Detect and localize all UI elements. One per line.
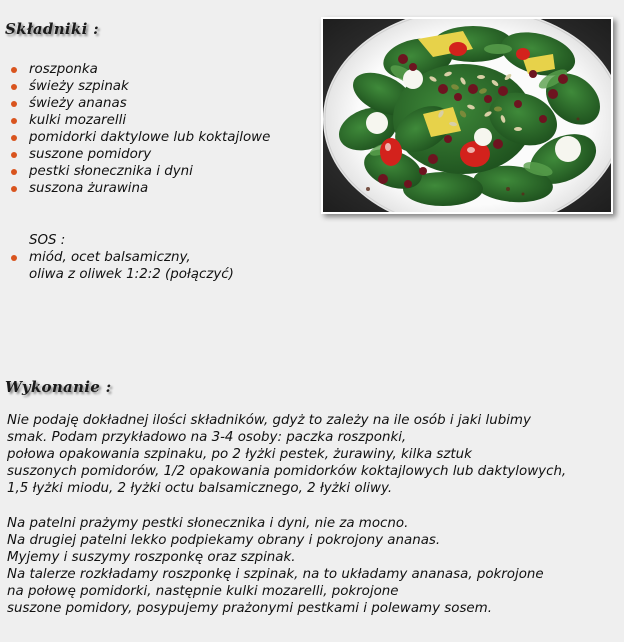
text-line: 1,5 łyżki miodu, 2 łyżki octu balsamicznego, 2 łyżki oliwy. [7,481,393,496]
text-line: Myjemy i suszymy roszponkę oraz szpinak. [7,550,296,565]
salad-photo [321,17,613,214]
list-item: pomidorki daktylowe lub koktajlowe [10,129,270,146]
salad-image [323,19,611,212]
sauce-line: miód, ocet balsamiczny, [29,250,191,265]
sauce-line: oliwa z oliwek 1:2:2 (połączyć) [29,267,234,282]
sauce-item [10,249,234,283]
text-line: Na patelni prażymy pestki słonecznika i dyni, nie za mocno. [7,516,409,531]
text-line: połowa opakowania szpinaku, po 2 łyżki pestek, żurawiny, kilka sztuk [7,447,472,462]
text-line: Na drugiej patelni lekko podpiekamy obrany i pokrojony ananas. [7,533,441,548]
bullet-icon [11,67,17,73]
bullet-icon [11,152,17,158]
bullet-icon [11,84,17,90]
list-item: suszone pomidory [10,146,270,163]
method-heading: Wykonanie : [5,378,112,396]
list-item: roszponka [10,61,270,78]
text-line: na połowę pomidorki, następnie kulki mozarelli, pokrojone [7,584,399,599]
sauce-title: SOS : [29,233,66,248]
bullet-icon [11,186,17,192]
bullet-icon [11,118,17,124]
list-item: świeży ananas [10,95,270,112]
method-paragraph [7,412,566,497]
bullet-icon [11,255,17,261]
bullet-icon [11,135,17,141]
bullet-icon [11,169,17,175]
bullet-icon [11,101,17,107]
list-item: pestki słonecznika i dyni [10,163,270,180]
text-line: smak. Podam przykładowo na 3-4 osoby: paczka roszponki, [7,430,407,445]
text-line: suszonych pomidorów, 1/2 opakowania pomidorków koktajlowych lub daktylowych, [7,464,567,479]
text-line: Na talerze rozkładamy roszponkę i szpinak, na to układamy ananasa, pokrojone [7,567,544,582]
ingredients-heading: Składniki : [5,20,99,38]
text-line: Nie podaję dokładnej ilości składników, gdyż to zależy na ile osób i jaki lubimy [7,413,531,428]
method-paragraph [7,515,544,617]
text-line: suszone pomidory, posypujemy prażonymi pestkami i polewamy sosem. [7,601,492,616]
list-item: kulki mozarelli [10,112,270,129]
ingredients-list [10,61,270,197]
list-item: świeży szpinak [10,78,270,95]
list-item: suszona żurawina [10,180,270,197]
